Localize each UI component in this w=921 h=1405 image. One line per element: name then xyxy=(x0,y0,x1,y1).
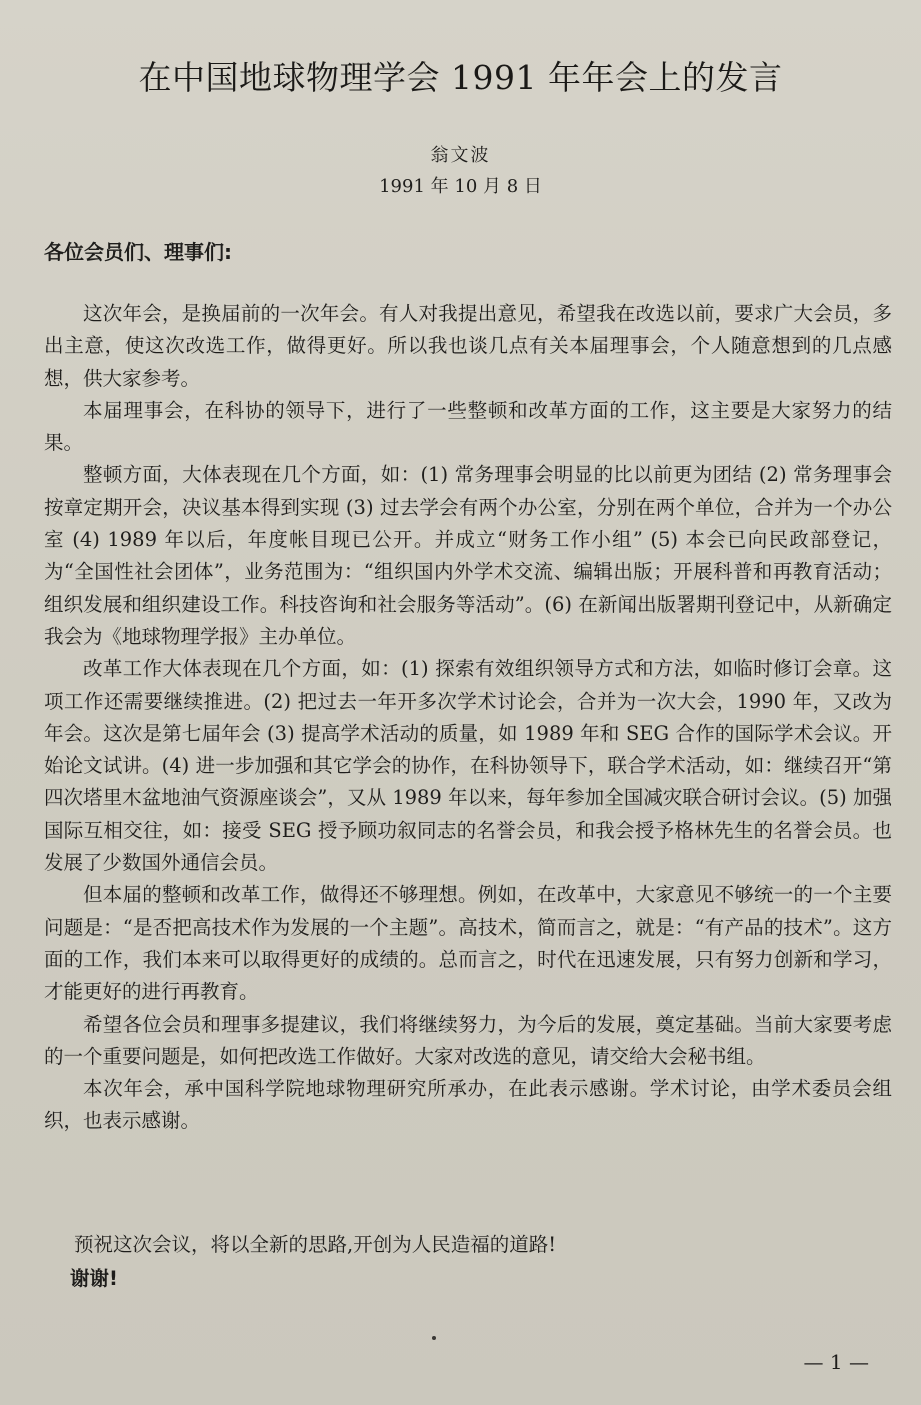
document-body xyxy=(44,298,892,1138)
ink-dot xyxy=(432,1336,436,1340)
paragraph-6: 希望各位会员和理事多提建议，我们将继续努力，为今后的发展，奠定基础。当前大家要考虑的一个重要问题是，如何把改选工作做好。大家对改选的意见，请交给大会秘书组。 xyxy=(44,1012,892,1068)
page-number: — 1 — xyxy=(803,1350,869,1374)
document-date: 1991 年 10 月 8 日 xyxy=(379,176,542,197)
paragraph-2: 本届理事会，在科协的领导下，进行了一些整顿和改革方面的工作，这主要是大家努力的结果。 xyxy=(44,398,892,455)
salutation: 各位会员们、理事们: xyxy=(44,240,232,264)
paragraph-1: 这次年会，是换届前的一次年会。有人对我提出意见，希望我在改选以前，要求广大会员，多出主意，使这次改选工作，做得更好。所以我也谈几点有关本届理事会，个人随意想到的几点感想，供大家参考。 xyxy=(44,302,892,390)
paragraph-4: 改革工作大体表现在几个方面，如：(1) 探索有效组织领导方式和方法，如临时修订会章。这项工作还需要继续推进。(2) 把过去一年开多次学术讨论会，合并为一次大会，1990 年，又改为年会。这次是第七届年会 (3) 提高学术活动的质量，如 1989 年和 SEG 合作的国际学术会议。开始论文试讲。(4) 进一步加强和其它学会的协作，在科协领导下，联合学术活动，如：继续召开“第四次塔里木盆地油气资源座谈会”，又从 1989 年以来，每年参加全国减灾联合研讨会议。(5) 加强国际互相交往，如：接受 SEG 授予顾功叙同志的名誉会员，和我会授予格林先生的名誉会员。也发展了少数国外通信会员。 xyxy=(44,657,892,875)
closing-wishes: 预祝这次会议，将以全新的思路,开创为人民造福的道路! xyxy=(74,1233,557,1256)
paragraph-7: 本次年会，承中国科学院地球物理研究所承办，在此表示感谢。学术讨论，由学术委员会组织，也表示感谢。 xyxy=(44,1077,892,1133)
paragraph-3: 整顿方面，大体表现在几个方面，如：(1) 常务理事会明显的比以前更为团结 (2) 常务理事会按章定期开会，决议基本得到实现 (3) 过去学会有两个办公室，分别在两个单位，合并为一个办公室 (4) 1989 年以后，年度帐目现已公开。并成立“财务工作小组” (5) 本会已向民政部登记，为“全国性社会团体”，业务范围为：“组织国内外学术交流、编辑出版；开展科普和再教育活动；组织发展和组织建设工作。科技咨询和社会服务等活动”。(6) 在新闻出版署期刊登记中，从新确定我会为《地球物理学报》主办单位。 xyxy=(44,463,892,648)
paragraph-5: 但本届的整顿和改革工作，做得还不够理想。例如，在改革中，大家意见不够统一的一个主要问题是：“是否把高技术作为发展的一个主题”。高技术，简而言之，就是：“有产品的技术”。这方面的工作，我们本来可以取得更好的成绩的。总而言之，时代在迅速发展，只有努力创新和学习，才能更好的进行再教育。 xyxy=(44,883,892,1004)
document-title: 在中国地球物理学会 1991 年年会上的发言 xyxy=(138,58,783,97)
author-name: 翁文波 xyxy=(430,145,491,166)
thanks-text: 谢谢! xyxy=(70,1267,118,1290)
